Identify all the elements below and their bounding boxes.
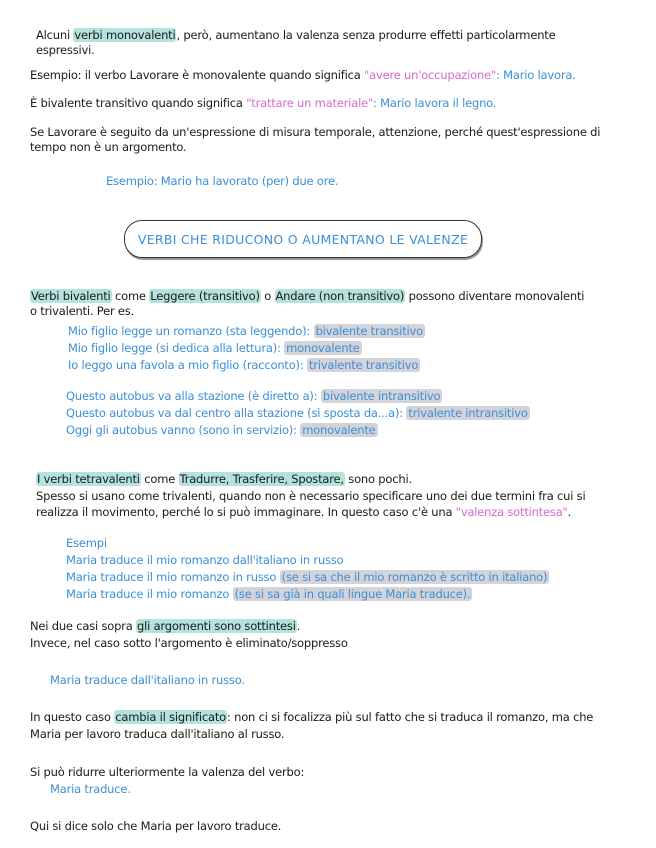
list-item [68, 358, 420, 372]
text: . [567, 505, 572, 519]
list-item [66, 570, 549, 584]
bivalenti-line-1 [30, 289, 584, 303]
valence-tag: bivalente intransitivo [322, 389, 441, 403]
highlight-bivalenti: Verbi bivalenti [31, 289, 111, 303]
text: o [260, 289, 275, 303]
text: realizza il movimento, perché lo si può immaginare. In questo caso c'è una [36, 505, 456, 519]
bivalenti-line-2: o trivalenti. Per es. [30, 304, 135, 318]
intro-example: Esempio: Mario ha lavorato (per) due ore. [106, 174, 339, 188]
section-title-box [124, 220, 482, 258]
example-text: Io leggo una favola a mio figlio (racconto): [68, 358, 307, 372]
example-text: Mio figlio legge (si dedica alla lettura): [68, 341, 285, 355]
highlight-monovalenti: verbi monovalenti [74, 28, 176, 42]
list-item [68, 324, 425, 338]
pink-text: "avere un'occupazione" [364, 68, 497, 82]
intro-line-6: tempo non è un argomento. [30, 140, 187, 154]
highlight-leggere: Leggere (transitivo) [150, 289, 260, 303]
outro-line-3 [30, 710, 593, 724]
example-text: Maria traduce il mio romanzo in russo [66, 570, 280, 584]
note-tag: (se si sa che il mio romanzo è scritto in italiano) [281, 570, 548, 584]
examples-title: Esempi [66, 536, 107, 550]
highlight-tetravalenti: I verbi tetravalenti [37, 472, 140, 486]
tetra-line-2: Spesso si usano come trivalenti, quando non è necessario specificare uno dei due termini fra cui si [36, 489, 586, 503]
blue-text: : Mario lavora. [496, 68, 576, 82]
example-text: Questo autobus va alla stazione (è diretto a): [66, 389, 321, 403]
intro-line-4 [30, 96, 496, 110]
note-tag: (se si sa già in quali lingue Maria traduce). [234, 587, 471, 601]
list-item [66, 587, 472, 601]
text: È bivalente transitivo quando significa [30, 96, 247, 110]
text: Esempio: il verbo Lavorare è monovalente quando significa [30, 68, 365, 82]
valence-tag: bivalente transitivo [315, 324, 423, 338]
highlight-significato: cambia il significato [115, 710, 226, 724]
intro-line-3 [30, 68, 576, 82]
outro-line-4: Maria per lavoro traduca dall'italiano al russo. [30, 727, 285, 741]
text: : non ci si focalizza più sul fatto che si traduca il romanzo, ma che [227, 710, 594, 724]
example-text: Oggi gli autobus vanno (sono in servizio): [66, 423, 301, 437]
outro-line-5: Si può ridurre ulteriormente la valenza del verbo: [30, 765, 305, 779]
text: possono diventare monovalenti [405, 289, 585, 303]
list-item [68, 341, 362, 355]
list-item: Maria traduce il mio romanzo dall'italiano in russo [66, 553, 344, 567]
valence-tag: monovalente [302, 423, 376, 437]
highlight-andare: Andare (non transitivo) [275, 289, 405, 303]
highlight-sottintesi: gli argomenti sono sottintesi [137, 619, 296, 633]
example-text: Questo autobus va dal centro alla stazione (si sposta da...a): [66, 406, 407, 420]
valence-tag: monovalente [286, 341, 360, 355]
text: sono pochi. [344, 472, 412, 486]
outro-line-2: Invece, nel caso sotto l'argomento è eliminato/soppresso [30, 636, 348, 650]
outro-example-1: Maria traduce dall'italiano in russo. [50, 673, 245, 687]
tetra-line-3 [36, 505, 571, 519]
text: In questo caso [30, 710, 115, 724]
text: Nei due casi sopra [30, 619, 137, 633]
list-item [66, 406, 530, 420]
list-item [66, 389, 442, 403]
text: come [111, 289, 150, 303]
tetra-line-1 [36, 472, 412, 486]
valence-tag: trivalente intransitivo [408, 406, 528, 420]
section-title: VERBI CHE RIDUCONO O AUMENTANO LE VALENZE [137, 231, 469, 247]
text: come [140, 472, 179, 486]
text: , però, aumentano la valenza senza produrre effetti particolarmente [176, 28, 556, 42]
outro-line-6: Qui si dice solo che Maria per lavoro traduce. [30, 819, 282, 833]
blue-text: : Mario lavora il legno. [373, 96, 497, 110]
text: . [296, 619, 301, 633]
outro-example-2: Maria traduce. [50, 782, 131, 796]
valence-tag: trivalente transitivo [308, 358, 419, 372]
intro-line-2: espressivi. [36, 43, 95, 57]
list-item [66, 423, 378, 437]
outro-line-1 [30, 619, 300, 633]
intro-line-1 [36, 28, 555, 42]
example-text: Maria traduce il mio romanzo [66, 587, 233, 601]
intro-line-5: Se Lavorare è seguito da un'espressione di misura temporale, attenzione, perché quest'espressione di [30, 125, 601, 139]
pink-text: "trattare un materiale" [246, 96, 374, 110]
example-text: Mio figlio legge un romanzo (sta leggendo): [68, 324, 314, 338]
pink-text: "valenza sottintesa" [455, 505, 568, 519]
highlight-verbs: Tradurre, Trasferire, Spostare, [179, 472, 344, 486]
text: Alcuni [36, 28, 74, 42]
